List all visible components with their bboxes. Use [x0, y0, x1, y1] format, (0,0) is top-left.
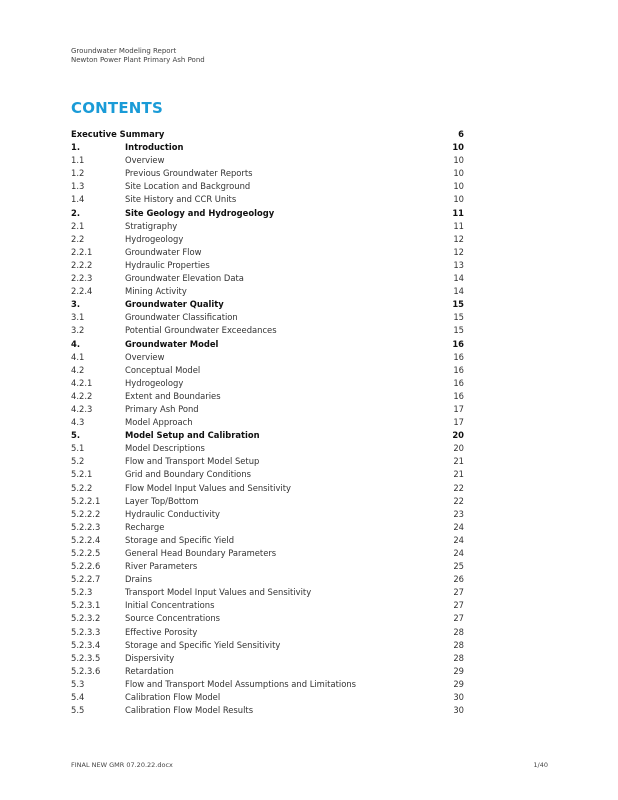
- footer-filename: FINAL NEW GMR 07.20.22.docx: [71, 761, 173, 769]
- report-site-line: Newton Power Plant Primary Ash Pond: [71, 56, 205, 64]
- toc-entry-title: Hydraulic Properties: [125, 259, 210, 270]
- toc-entry-page: 14: [453, 273, 464, 284]
- toc-entry[interactable]: [71, 521, 464, 534]
- toc-entry-title: Executive Summary: [71, 129, 165, 139]
- toc-entry-number: 5.2.2: [71, 482, 93, 493]
- toc-entry-number: 4.2.1: [71, 377, 93, 388]
- toc-entry-page: 12: [453, 233, 464, 244]
- toc-entry-number: 5.3: [71, 678, 85, 689]
- toc-entry-title: Flow and Transport Model Setup: [125, 456, 260, 467]
- toc-entry-number: 5.2.3.6: [71, 665, 101, 676]
- toc-entry-page: 28: [453, 626, 464, 637]
- toc-entry-title: Model Setup and Calibration: [125, 430, 260, 441]
- toc-entry[interactable]: [71, 429, 464, 442]
- toc-entry[interactable]: [71, 351, 464, 364]
- table-of-contents: [71, 128, 464, 717]
- toc-entry-number: 1.3: [71, 181, 85, 192]
- toc-entry[interactable]: [71, 128, 464, 141]
- toc-entry-title: Calibration Flow Model Results: [125, 705, 254, 716]
- toc-entry[interactable]: [71, 377, 464, 390]
- toc-entry[interactable]: [71, 272, 464, 285]
- toc-entry[interactable]: [71, 311, 464, 324]
- toc-entry-title: Flow Model Input Values and Sensitivity: [125, 482, 291, 493]
- toc-entry-number: 5.1: [71, 443, 85, 454]
- toc-entry[interactable]: [71, 403, 464, 416]
- toc-entry-title: Effective Porosity: [125, 626, 198, 637]
- toc-entry-number: 5.2.2.6: [71, 561, 101, 572]
- toc-entry-page: 15: [453, 325, 464, 336]
- toc-entry-number: 2.2: [71, 233, 85, 244]
- toc-entry[interactable]: [71, 220, 464, 233]
- toc-entry-page: 29: [453, 678, 464, 689]
- toc-entry-title: Groundwater Model: [125, 338, 219, 349]
- toc-entry-title: Model Descriptions: [125, 443, 205, 454]
- toc-entry-number: 2.2.1: [71, 246, 93, 257]
- toc-entry-page: 16: [453, 364, 464, 375]
- report-title-line: Groundwater Modeling Report: [71, 47, 177, 55]
- toc-entry-title: Source Concentrations: [125, 613, 221, 624]
- toc-entry-page: 10: [453, 155, 464, 166]
- toc-entry[interactable]: [71, 599, 464, 612]
- toc-entry-page: 30: [453, 692, 464, 703]
- toc-entry-number: 2.2.3: [71, 273, 93, 284]
- toc-entry-number: 2.2.4: [71, 286, 93, 297]
- toc-entry-number: 5.2.3.2: [71, 613, 101, 624]
- toc-entry-page: 20: [452, 430, 464, 441]
- toc-entry-title: Groundwater Classification: [125, 312, 238, 323]
- toc-entry-page: 21: [453, 469, 464, 480]
- toc-entry-number: 4.3: [71, 417, 85, 428]
- toc-entry-title: General Head Boundary Parameters: [125, 548, 277, 558]
- toc-entry[interactable]: [71, 416, 464, 429]
- toc-entry[interactable]: [71, 364, 464, 377]
- toc-entry-number: 5.2.2.1: [71, 495, 101, 506]
- toc-entry-title: Site Geology and Hydrogeology: [125, 207, 275, 218]
- toc-entry-number: 1.2: [71, 168, 85, 179]
- toc-entry-title: Groundwater Flow: [125, 246, 202, 257]
- toc-entry-title: Extent and Boundaries: [125, 390, 221, 401]
- toc-entry-page: 16: [452, 338, 464, 349]
- toc-entry[interactable]: [71, 455, 464, 468]
- toc-entry-page: 28: [453, 639, 464, 650]
- toc-entry-page: 11: [452, 207, 464, 218]
- toc-entry-page: 27: [453, 600, 464, 611]
- toc-entry-title: Site History and CCR Units: [125, 194, 237, 205]
- toc-entry[interactable]: [71, 298, 464, 311]
- toc-entry[interactable]: [71, 233, 464, 246]
- toc-entry-number: 5.2.3: [71, 587, 93, 598]
- toc-entry[interactable]: [71, 482, 464, 495]
- toc-entry-number: 4.2: [71, 364, 85, 375]
- toc-entry-title: Drains: [125, 574, 153, 585]
- toc-entry[interactable]: [71, 704, 464, 717]
- toc-entry-page: 16: [453, 390, 464, 401]
- toc-entry-page: 20: [453, 443, 464, 454]
- page-title: CONTENTS: [71, 99, 163, 117]
- footer-page-number: 1/40: [533, 761, 548, 769]
- toc-entry-page: 17: [453, 417, 464, 428]
- toc-entry[interactable]: [71, 560, 464, 573]
- toc-entry-number: 3.2: [71, 325, 85, 336]
- toc-entry-page: 12: [453, 246, 464, 257]
- toc-entry-number: 2.: [71, 207, 81, 218]
- toc-entry-page: 11: [453, 220, 464, 231]
- toc-entry-title: Stratigraphy: [125, 220, 178, 231]
- toc-entry-page: 21: [453, 456, 464, 467]
- toc-entry[interactable]: [71, 665, 464, 678]
- toc-entry-page: 14: [453, 286, 464, 297]
- toc-entry-page: 22: [453, 495, 464, 506]
- toc-entry-page: 6: [458, 129, 464, 139]
- toc-entry-number: 5.2: [71, 456, 85, 467]
- toc-entry[interactable]: [71, 468, 464, 481]
- toc-entry-title: Grid and Boundary Conditions: [125, 469, 251, 480]
- toc-entry[interactable]: [71, 338, 464, 351]
- toc-entry-page: 13: [453, 259, 464, 270]
- toc-entry-number: 2.2.2: [71, 259, 93, 270]
- toc-entry-number: 5.4: [71, 692, 85, 703]
- toc-entry-page: 22: [453, 482, 464, 493]
- toc-entry-number: 5.2.1: [71, 469, 93, 480]
- toc-entry-page: 10: [453, 181, 464, 192]
- toc-entry-page: 29: [453, 665, 464, 676]
- toc-entry-title: Introduction: [125, 142, 184, 153]
- toc-entry[interactable]: [71, 586, 464, 599]
- toc-entry-page: 24: [453, 521, 464, 532]
- toc-entry[interactable]: [71, 390, 464, 403]
- toc-entry-page: 15: [453, 312, 464, 323]
- toc-entry-title: Hydrogeology: [125, 377, 184, 388]
- toc-entry-number: 4.1: [71, 351, 85, 362]
- toc-entry[interactable]: [71, 442, 464, 455]
- report-header: [71, 47, 205, 65]
- toc-entry-number: 4.2.3: [71, 403, 93, 414]
- toc-entry-page: 27: [453, 613, 464, 624]
- toc-entry[interactable]: [71, 495, 464, 508]
- toc-entry-page: 15: [452, 299, 464, 310]
- toc-entry[interactable]: [71, 154, 464, 167]
- toc-entry-number: 4.: [71, 338, 81, 349]
- toc-entry-number: 4.2.2: [71, 390, 93, 401]
- toc-entry-title: Previous Groundwater Reports: [125, 168, 253, 179]
- toc-entry-title: Recharge: [125, 521, 165, 532]
- toc-entry-page: 28: [453, 652, 464, 663]
- toc-entry-title: Transport Model Input Values and Sensitivity: [125, 587, 312, 598]
- toc-entry-page: 23: [453, 508, 464, 519]
- toc-entry-title: Hydrogeology: [125, 233, 184, 244]
- toc-entry-page: 27: [453, 587, 464, 598]
- toc-entry-page: 16: [453, 377, 464, 388]
- toc-entry-number: 5.5: [71, 705, 85, 716]
- toc-entry-number: 3.: [71, 299, 81, 310]
- toc-entry-title: Retardation: [125, 665, 174, 676]
- toc-entry-title: Storage and Specific Yield Sensitivity: [125, 639, 281, 650]
- toc-entry-number: 1.1: [71, 155, 85, 166]
- toc-entry-title: Dispersivity: [125, 652, 175, 663]
- toc-entry-page: 25: [453, 561, 464, 572]
- toc-entry-number: 1.: [71, 142, 81, 153]
- toc-entry-number: 2.1: [71, 220, 85, 231]
- toc-entry[interactable]: [71, 612, 464, 625]
- toc-entry-title: Model Approach: [125, 417, 193, 428]
- toc-entry-title: Primary Ash Pond: [125, 403, 199, 414]
- toc-entry-title: Mining Activity: [125, 286, 187, 297]
- toc-entry-number: 1.4: [71, 194, 85, 205]
- toc-entry[interactable]: [71, 167, 464, 180]
- toc-entry[interactable]: [71, 534, 464, 547]
- toc-entry[interactable]: [71, 285, 464, 298]
- toc-entry-page: 10: [452, 142, 464, 153]
- toc-entry-page: 24: [453, 534, 464, 545]
- toc-entry[interactable]: [71, 508, 464, 521]
- toc-entry[interactable]: [71, 259, 464, 272]
- toc-entry-number: 5.2.3.5: [71, 652, 101, 663]
- toc-entry[interactable]: [71, 207, 464, 220]
- toc-entry-title: Layer Top/Bottom: [125, 495, 199, 506]
- toc-entry[interactable]: [71, 573, 464, 586]
- toc-entry[interactable]: [71, 678, 464, 691]
- toc-entry[interactable]: [71, 246, 464, 259]
- toc-entry-title: Overview: [125, 351, 165, 362]
- toc-entry[interactable]: [71, 547, 464, 560]
- toc-entry-page: 16: [453, 351, 464, 362]
- toc-entry[interactable]: [71, 626, 464, 639]
- toc-entry-number: 5.: [71, 430, 81, 441]
- toc-entry-page: 10: [453, 168, 464, 179]
- toc-entry-page: 30: [453, 705, 464, 716]
- toc-entry-title: Initial Concentrations: [125, 600, 215, 611]
- toc-entry-number: 3.1: [71, 312, 85, 323]
- toc-entry[interactable]: [71, 691, 464, 704]
- toc-entry-number: 5.2.2.4: [71, 534, 101, 545]
- toc-entry[interactable]: [71, 180, 464, 193]
- toc-entry-title: Overview: [125, 155, 165, 166]
- toc-entry-title: Flow and Transport Model Assumptions and Limitations: [125, 678, 356, 689]
- toc-entry-page: 10: [453, 194, 464, 205]
- toc-entry-title: Hydraulic Conductivity: [125, 508, 221, 519]
- toc-entry[interactable]: [71, 639, 464, 652]
- toc-entry-number: 5.2.3.3: [71, 626, 101, 637]
- toc-entry-title: Potential Groundwater Exceedances: [125, 325, 277, 336]
- toc-entry-number: 5.2.3.4: [71, 639, 101, 650]
- toc-entry-title: Conceptual Model: [125, 364, 201, 375]
- toc-entry-number: 5.2.2.5: [71, 548, 101, 558]
- toc-entry[interactable]: [71, 193, 464, 206]
- toc-entry-title: Site Location and Background: [125, 181, 251, 192]
- toc-entry-number: 5.2.3.1: [71, 600, 101, 611]
- toc-entry-title: Groundwater Quality: [125, 299, 224, 310]
- toc-entry-title: Calibration Flow Model: [125, 692, 221, 703]
- toc-entry-number: 5.2.2.7: [71, 574, 101, 585]
- toc-entry-title: Groundwater Elevation Data: [125, 273, 244, 284]
- toc-entry-page: 26: [453, 574, 464, 585]
- toc-entry-page: 17: [453, 403, 464, 414]
- toc-entry-page: 24: [453, 548, 464, 558]
- toc-entry[interactable]: [71, 324, 464, 337]
- toc-entry[interactable]: [71, 652, 464, 665]
- toc-entry-number: 5.2.2.2: [71, 508, 101, 519]
- toc-entry[interactable]: [71, 141, 464, 154]
- toc-entry-title: River Parameters: [125, 561, 198, 572]
- toc-entry-title: Storage and Specific Yield: [125, 534, 235, 545]
- toc-entry-number: 5.2.2.3: [71, 521, 101, 532]
